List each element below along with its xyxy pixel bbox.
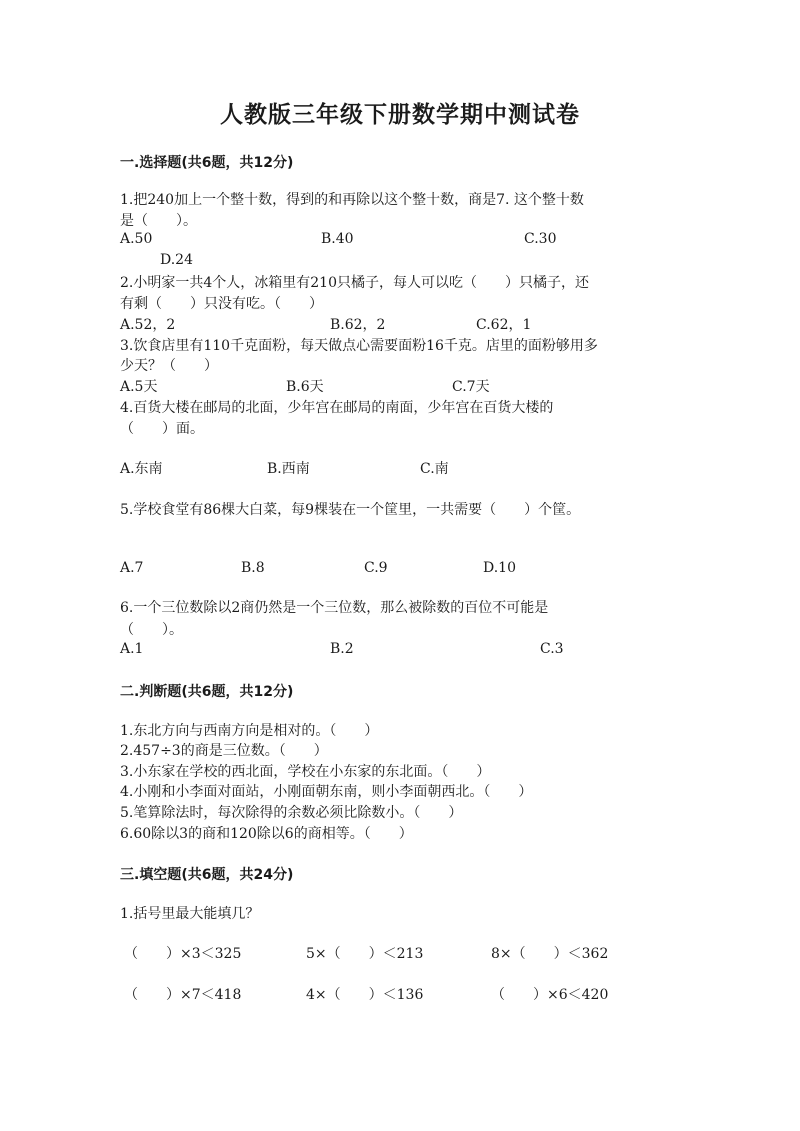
section-heading-judgement: 二.判断题(共6题，共12分) bbox=[120, 684, 294, 700]
option-d: D.10 bbox=[483, 560, 516, 576]
option-d: D.24 bbox=[160, 252, 193, 268]
question-text: 是（ ）。 bbox=[120, 213, 197, 229]
question-text: 4.百货大楼在邮局的北面，少年宫在邮局的南面，少年宫在百货大楼的 bbox=[120, 400, 554, 416]
option-c: C.62，1 bbox=[476, 317, 532, 333]
section-heading-choice: 一.选择题(共6题，共12分) bbox=[120, 155, 294, 171]
option-a: A.7 bbox=[120, 560, 144, 576]
question-text: 1.把240加上一个整十数，得到的和再除以这个整十数，商是7. 这个整十数 bbox=[120, 192, 584, 208]
option-c: C.30 bbox=[524, 231, 557, 247]
option-c: C.南 bbox=[420, 461, 449, 477]
section-heading-fill: 三.填空题(共6题，共24分) bbox=[120, 867, 294, 883]
judgement-item: 5.笔算除法时，每次除得的余数必须比除数小。（ ） bbox=[120, 805, 463, 821]
question-text: 5.学校食堂有86棵大白菜，每9棵装在一个筐里，一共需要（ ）个筐。 bbox=[120, 502, 581, 518]
option-b: B.40 bbox=[321, 231, 354, 247]
judgement-item: 1.东北方向与西南方向是相对的。（ ） bbox=[120, 723, 379, 739]
judgement-item: 2.457÷3的商是三位数。（ ） bbox=[120, 743, 328, 759]
question-text: （ ）。 bbox=[120, 622, 183, 638]
option-a: A.东南 bbox=[120, 461, 163, 477]
option-b: B.8 bbox=[241, 560, 265, 576]
option-b: B.6天 bbox=[286, 379, 324, 395]
page-title: 人教版三年级下册数学期中测试卷 bbox=[220, 102, 580, 128]
option-c: C.3 bbox=[540, 641, 564, 657]
judgement-item: 3.小东家在学校的西北面，学校在小东家的东北面。（ ） bbox=[120, 764, 491, 780]
fill-expression: 8×（ ）＜362 bbox=[491, 946, 609, 962]
option-c: C.7天 bbox=[452, 379, 490, 395]
option-a: A.5天 bbox=[120, 379, 158, 395]
question-text: 3.饮食店里有110千克面粉，每天做点心需要面粉16千克。店里的面粉够用多 bbox=[120, 338, 598, 354]
option-b: B.2 bbox=[330, 641, 354, 657]
fill-expression: 4×（ ）＜136 bbox=[306, 987, 424, 1003]
option-b: B.西南 bbox=[267, 461, 310, 477]
option-a: A.1 bbox=[120, 641, 144, 657]
option-a: A.52，2 bbox=[120, 317, 176, 333]
option-c: C.9 bbox=[364, 560, 388, 576]
question-text: 2.小明家一共4个人，冰箱里有210只橘子，每人可以吃（ ）只橘子，还 bbox=[120, 275, 589, 291]
judgement-item: 6.60除以3的商和120除以6的商相等。（ ） bbox=[120, 826, 413, 842]
fill-expression: （ ）×6＜420 bbox=[491, 987, 609, 1003]
question-text: 少天？（ ） bbox=[120, 358, 218, 374]
question-text: （ ）面。 bbox=[120, 421, 204, 437]
fill-expression: （ ）×3＜325 bbox=[124, 946, 242, 962]
fill-expression: 5×（ ）＜213 bbox=[306, 946, 424, 962]
option-b: B.62，2 bbox=[330, 317, 386, 333]
judgement-item: 4.小刚和小李面对面站，小刚面朝东南，则小李面朝西北。（ ） bbox=[120, 784, 533, 800]
question-text: 6.一个三位数除以2商仍然是一个三位数，那么被除数的百位不可能是 bbox=[120, 600, 549, 616]
question-text: 有剩（ ）只没有吃。（ ） bbox=[120, 296, 323, 312]
option-a: A.50 bbox=[120, 231, 153, 247]
question-text: 1.括号里最大能填几？ bbox=[120, 906, 260, 922]
fill-expression: （ ）×7＜418 bbox=[124, 987, 242, 1003]
